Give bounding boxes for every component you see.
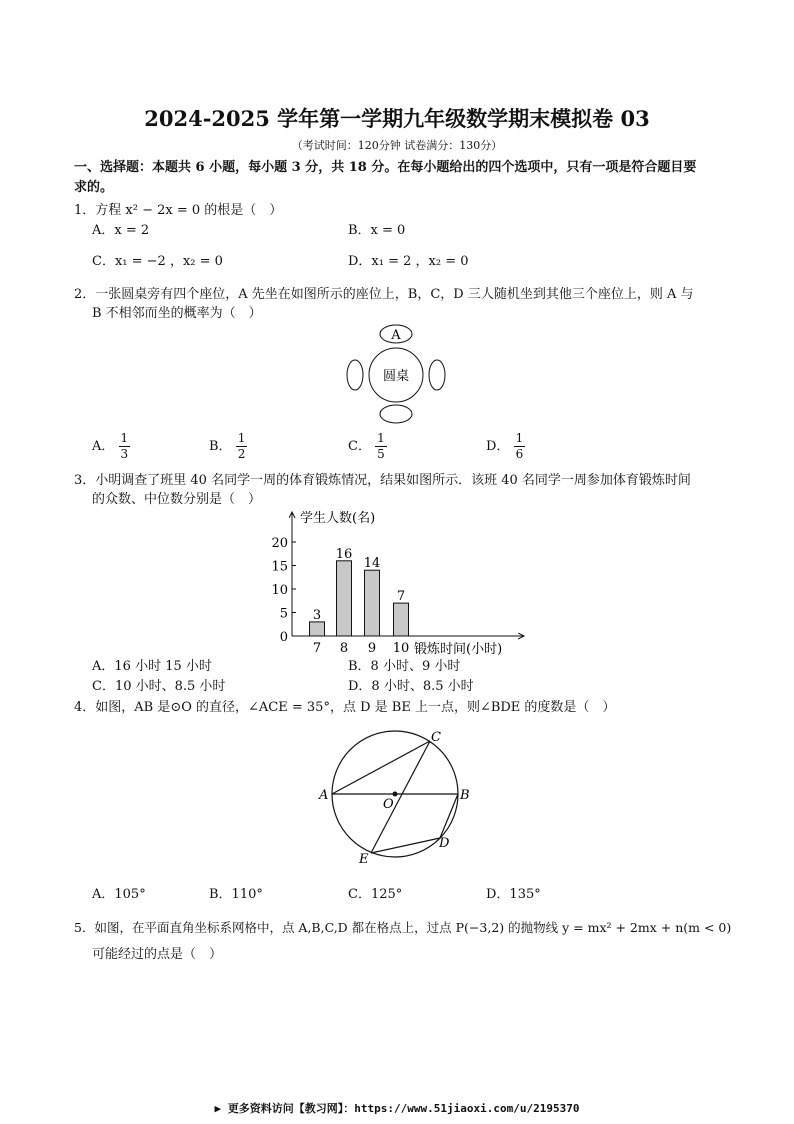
q4-option-b[interactable]: B．110°: [209, 887, 263, 902]
bar-value-label: 7: [396, 589, 406, 605]
q1-stem: 1．方程 x² − 2x = 0 的根是（ ）: [74, 203, 283, 218]
chord-ac: [332, 741, 430, 794]
q1-option-c[interactable]: C．x₁ = −2 ，x₂ = 0: [92, 254, 223, 269]
footer-link[interactable]: ▶ 更多资料访问【教习网】：https://www.51jiaoxi.com/u/2195370: [214, 1102, 580, 1115]
circle-figure: [315, 728, 485, 868]
x-axis-label: 锻炼时间(小时): [414, 642, 503, 657]
table-label: 圆桌: [382, 369, 410, 384]
section-heading: [74, 158, 734, 198]
x-tick-label: 9: [367, 641, 377, 656]
label-a: A: [319, 788, 329, 803]
numerator: 1: [515, 431, 524, 445]
bar-value-label: 16: [335, 546, 353, 562]
q2-stem-line1: 2．一张圆桌旁有四个座位，A 先坐在如图所示的座位上，B，C，D 三人随机坐到其他三个座位上，则 A 与: [74, 287, 694, 302]
bar-chart: [262, 506, 532, 658]
numerator: 1: [237, 431, 246, 445]
bar-value-label: 3: [312, 607, 322, 623]
chord-ed: [371, 838, 440, 853]
label-o: O: [383, 797, 394, 812]
seat-a-label: A: [391, 328, 401, 343]
round-table-figure: [340, 322, 460, 426]
y-tick-label: 15: [271, 559, 288, 575]
numerator: 1: [120, 431, 129, 445]
label-e: E: [359, 852, 369, 867]
q2-option-c[interactable]: [348, 431, 387, 462]
q2-stem-line2: B 不相邻而坐的概率为（ ）: [92, 306, 262, 321]
y-tick-label: 10: [271, 583, 288, 598]
option-letter: D．: [486, 439, 510, 454]
bar: [310, 622, 325, 636]
fraction: [119, 431, 131, 462]
fraction: [514, 431, 526, 462]
denominator: 5: [377, 447, 385, 461]
x-tick-label: 10: [392, 641, 410, 656]
q2-option-a[interactable]: [92, 431, 130, 462]
option-letter: B．: [209, 439, 232, 454]
y-tick-label: 5: [279, 606, 288, 622]
chord-ce: [371, 741, 430, 853]
q5-stem-line1: 5．如图，在平面直角坐标系网格中，点 A,B,C,D 都在格点上，过点 P(−3,2) 的抛物线 y = mx² + 2mx + n(m < 0): [74, 920, 732, 935]
y-axis-label: 学生人数(名): [300, 511, 376, 526]
option-letter: A．: [92, 439, 115, 454]
fraction: [375, 431, 387, 462]
q2-option-d[interactable]: [486, 431, 525, 462]
q4-option-d[interactable]: D．135°: [486, 887, 541, 902]
y-tick-label: 0: [279, 630, 288, 645]
q3-stem-line2: 的众数、中位数分别是（ ）: [92, 492, 262, 507]
q4-option-a[interactable]: A．105°: [92, 887, 146, 902]
option-letter: C．: [348, 439, 371, 454]
seat-right: [429, 360, 445, 390]
seat-left: [347, 360, 363, 390]
x-tick-label: 7: [312, 641, 322, 656]
bar: [337, 561, 352, 636]
q3-option-d[interactable]: D．8 小时、8.5 小时: [348, 679, 474, 694]
q4-stem: 4．如图，AB 是⊙O 的直径，∠ACE = 35°，点 D 是 BE 上一点，则∠BDE 的度数是（ ）: [74, 700, 616, 715]
bar: [365, 570, 380, 636]
q3-option-a[interactable]: A．16 小时 15 小时: [92, 659, 212, 674]
exam-info: （考试时间：120分钟 试卷满分：130分）: [291, 139, 503, 152]
q3-option-b[interactable]: B．8 小时、9 小时: [348, 659, 461, 674]
q4-option-c[interactable]: C．125°: [348, 887, 403, 902]
q2-option-b[interactable]: [209, 431, 247, 462]
section-heading-line2: 求的。: [74, 180, 114, 195]
center-point: [393, 792, 398, 797]
label-b: B: [460, 788, 470, 803]
q3-stem-line1: 3．小明调查了班里 40 名同学一周的体育锻炼情况，结果如图所示．该班 40 名同学一周参加体育锻炼时间: [74, 473, 691, 488]
q3-option-c[interactable]: C．10 小时、8.5 小时: [92, 679, 226, 694]
fraction: [236, 431, 248, 462]
q1-option-a[interactable]: A．x = 2: [92, 223, 150, 238]
q5-stem-line2: 可能经过的点是（ ）: [92, 947, 223, 962]
seat-bottom: [380, 405, 412, 423]
numerator: 1: [377, 431, 385, 445]
page-title: 2024-2025 学年第一学期九年级数学期末模拟卷 03: [144, 106, 650, 131]
section-heading-line1: 一、选择题：本题共 6 小题，每小题 3 分，共 18 分。在每小题给出的四个选项中，只有一项是符合题目要: [74, 160, 697, 175]
denominator: 3: [120, 447, 129, 461]
bar-value-label: 14: [363, 556, 381, 572]
denominator: 2: [237, 447, 246, 461]
y-tick-label: 20: [271, 536, 288, 551]
x-tick-label: 8: [339, 641, 349, 656]
q1-option-b[interactable]: B．x = 0: [348, 223, 406, 238]
label-c: C: [431, 730, 441, 745]
bar: [394, 603, 409, 636]
denominator: 6: [515, 447, 524, 461]
chord-bd: [440, 794, 458, 838]
label-d: D: [439, 836, 450, 851]
q1-option-d[interactable]: D．x₁ = 2 ，x₂ = 0: [348, 254, 469, 269]
